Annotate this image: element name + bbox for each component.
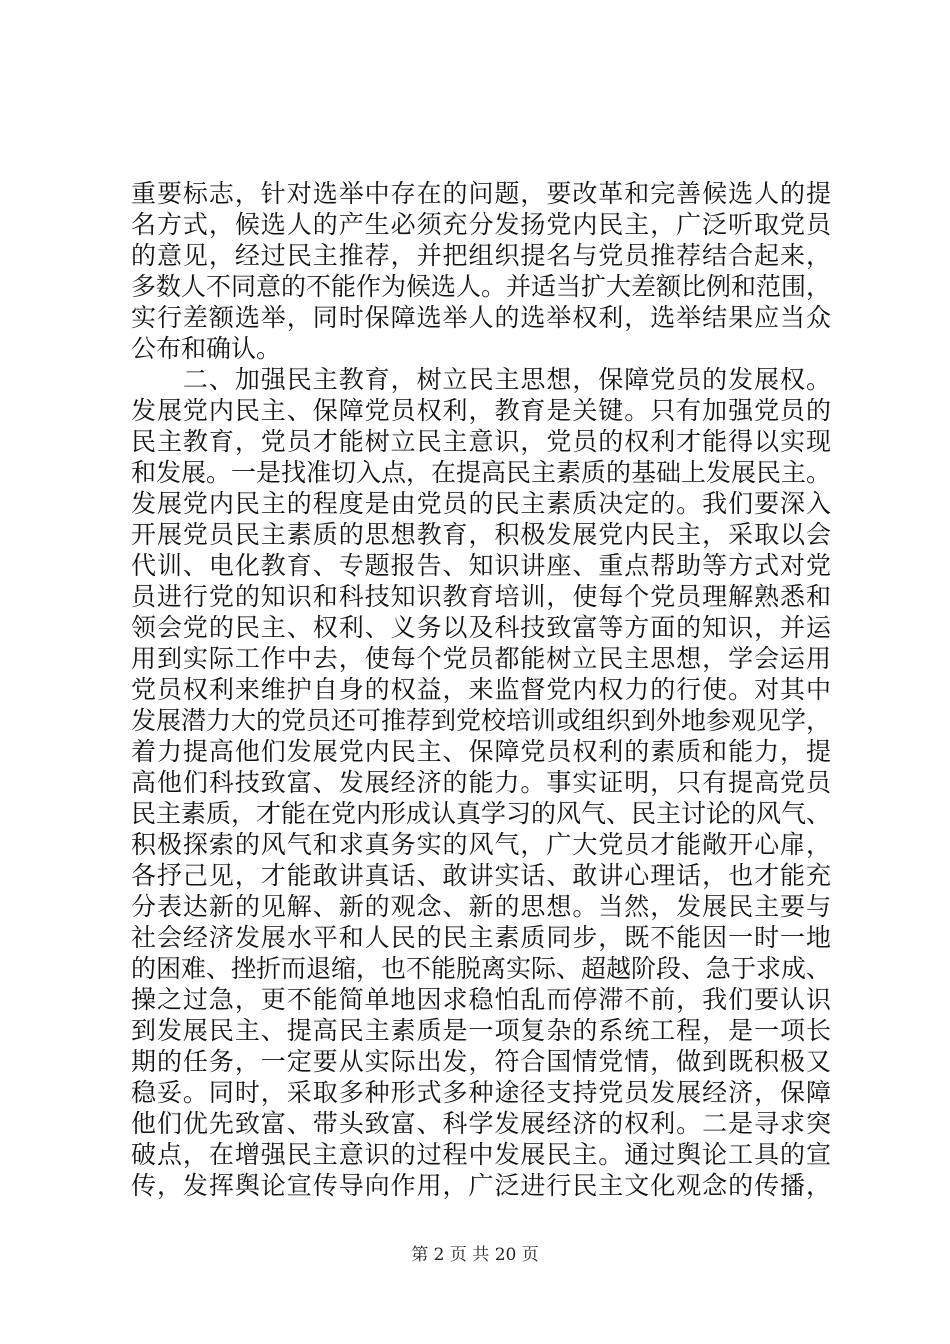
- text-line: 实行差额选举，同时保障选举人的选举权利，选举结果应当众: [131, 303, 831, 332]
- text-line: 代训、电化教育、专题报告、知识讲座、重点帮助等方式对党: [131, 551, 831, 580]
- text-line: 高他们科技致富、发展经济的能力。事实证明，只有提高党员: [131, 768, 831, 797]
- text-line: 的意见，经过民主推荐，并把组织提名与党员推荐结合起来，: [131, 241, 831, 270]
- text-line: 开展党员民主素质的思想教育，积极发展党内民主，采取以会: [131, 520, 831, 549]
- text-line: 破点，在增强民主意识的过程中发展民主。通过舆论工具的宣: [131, 1140, 831, 1169]
- text-line: 多数人不同意的不能作为候选人。并适当扩大差额比例和范围，: [131, 272, 832, 301]
- text-line: 积极探索的风气和求真务实的风气，广大党员才能敞开心扉，: [131, 830, 831, 859]
- text-line: 名方式，候选人的产生必须充分发扬党内民主，广泛听取党员: [131, 210, 831, 239]
- text-line: 期的任务，一定要从实际出发，符合国情党情，做到既积极又: [131, 1047, 831, 1076]
- text-line: 到发展民主、提高民主素质是一项复杂的系统工程，是一项长: [131, 1016, 831, 1045]
- text-line: 传，发挥舆论宣传导向作用，广泛进行民主文化观念的传播，: [131, 1171, 831, 1200]
- text-line: 操之过急，更不能简单地因求稳怕乱而停滞不前，我们要认识: [131, 985, 831, 1014]
- text-line: 二、加强民主教育，树立民主思想，保障党员的发展权。: [131, 365, 831, 394]
- text-line: 着力提高他们发展党内民主、保障党员权利的素质和能力，提: [131, 737, 831, 766]
- text-line: 的困难、挫折而退缩，也不能脱离实际、超越阶段、急于求成、: [131, 954, 832, 983]
- text-line: 各抒己见，才能敢讲真话、敢讲实话、敢讲心理话，也才能充: [131, 861, 831, 890]
- text-line: 员进行党的知识和科技知识教育培训，使每个党员理解熟悉和: [131, 582, 831, 611]
- text-line: 公布和确认。: [131, 334, 282, 363]
- text-line: 领会党的民主、权利、义务以及科技致富等方面的知识，并运: [131, 613, 831, 642]
- text-line: 稳妥。同时，采取多种形式多种途径支持党员发展经济，保障: [131, 1078, 831, 1107]
- text-line: 民主教育，党员才能树立民主意识，党员的权利才能得以实现: [131, 427, 831, 456]
- body-text: [131, 178, 831, 1201]
- text-line: 分表达新的见解、新的观念、新的思想。当然，发展民主要与: [131, 892, 831, 921]
- text-line: 发展潜力大的党员还可推荐到党校培训或组织到外地参观见学，: [131, 706, 832, 735]
- text-line: 党员权利来维护自身的权益，来监督党内权力的行使。对其中: [131, 675, 831, 704]
- text-line: 发展党内民主、保障党员权利，教育是关键。只有加强党员的: [131, 396, 831, 425]
- text-line: 和发展。一是找准切入点，在提高民主素质的基础上发展民主。: [131, 458, 832, 487]
- text-line: 发展党内民主的程度是由党员的民主素质决定的。我们要深入: [131, 489, 831, 518]
- page-number-label: 第 2 页 共 20 页: [411, 1245, 539, 1265]
- text-line: 他们优先致富、带头致富、科学发展经济的权利。二是寻求突: [131, 1109, 831, 1138]
- text-line: 重要标志，针对选举中存在的问题，要改革和完善候选人的提: [131, 179, 831, 208]
- text-line: 用到实际工作中去，使每个党员都能树立民主思想，学会运用: [131, 644, 831, 673]
- page-footer: [0, 1244, 950, 1266]
- text-line: 民主素质，才能在党内形成认真学习的风气、民主讨论的风气、: [131, 799, 832, 828]
- text-line: 社会经济发展水平和人民的民主素质同步，既不能因一时一地: [131, 923, 831, 952]
